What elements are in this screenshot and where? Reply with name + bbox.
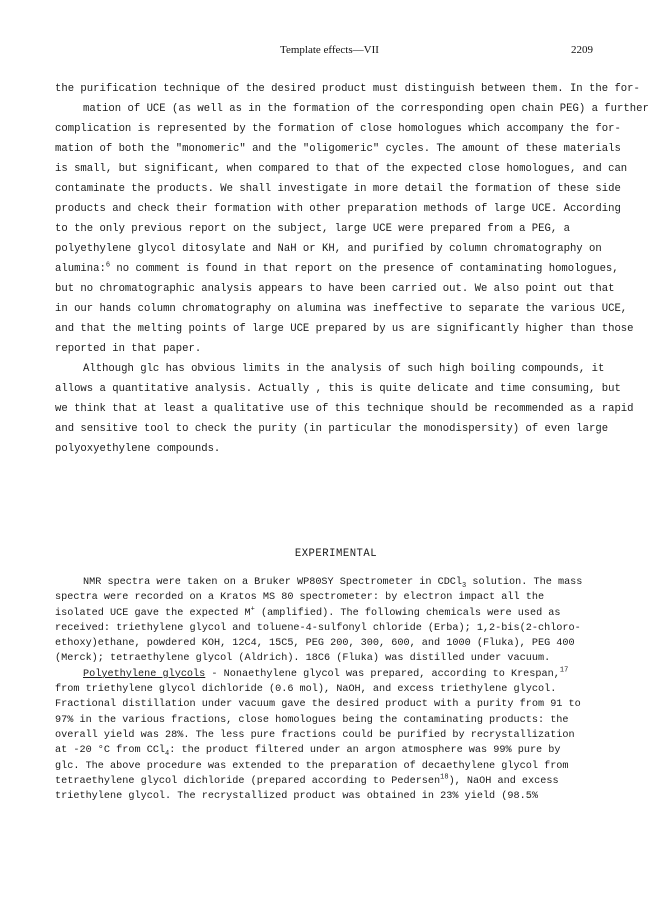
text-line: allows a quantitative analysis. Actually , this is quite delicate and time consuming, but xyxy=(55,383,621,395)
text-line: and that the melting points of large UCE prepared by us are significantly higher than those xyxy=(55,323,634,335)
text-fragment: (amplified). The following chemicals were used as xyxy=(254,607,561,619)
text-line: glc. The above procedure was extended to the preparation of decaethylene glycol from xyxy=(55,760,569,772)
text-line: products and check their formation with other preparation methods of large UCE. According xyxy=(55,203,621,215)
discussion-text xyxy=(55,79,649,459)
text-fragment: tetraethylene glycol dichloride (prepared according to Pedersen xyxy=(55,775,441,787)
citation-superscript: 18 xyxy=(440,773,449,782)
text-line: 97% in the various fractions, close homologues being the contaminating products: the xyxy=(55,714,569,726)
text-fragment: : the product filtered under an argon atmosphere was 99% pure by xyxy=(169,745,561,757)
text-fragment: ), NaOH and excess xyxy=(448,775,559,787)
text-fragment: - Nonaethylene glycol was prepared, according to Krespan, xyxy=(205,668,560,680)
text-line: from triethylene glycol dichloride (0.6 mol), NaOH, and excess triethylene glycol. xyxy=(55,684,557,696)
subsection-title: Polyethylene glycols xyxy=(83,668,206,680)
text-line: ethoxy)ethane, powdered KOH, 12C4, 15C5, PEG 200, 300, 600, and 1000 (Fluka), PEG 400 xyxy=(55,638,575,650)
text-line: and sensitive tool to check the purity (in particular the monodispersity) of even large xyxy=(55,423,609,435)
citation-superscript: 6 xyxy=(105,261,111,270)
text-line: in our hands column chromatography on alumina was ineffective to separate the various UCE, xyxy=(55,303,628,315)
text-line: triethylene glycol. The recrystallized product was obtained in 23% yield (98.5% xyxy=(55,791,538,803)
text-line xyxy=(55,667,615,682)
text-line: spectra were recorded on a Kratos MS 80 spectrometer: by electron impact all the xyxy=(55,592,545,604)
text-fragment: isolated UCE gave the expected M xyxy=(55,607,251,619)
section-heading: EXPERIMENTAL xyxy=(294,548,378,560)
running-title: Template effects—VII xyxy=(280,44,379,56)
text-line xyxy=(55,259,619,279)
text-line: polyethylene glycol ditosylate and NaH or KH, and purified by column chromatography on xyxy=(55,243,602,255)
text-line: complication is represented by the formation of close homologues which accompany the for- xyxy=(55,123,621,135)
subscript: 3 xyxy=(462,582,467,591)
text-line: is small, but significant, when compared to that of the expected close homologues, and can xyxy=(55,163,628,175)
page-header xyxy=(0,44,672,60)
text-fragment: no comment is found in that report on the presence of contaminating homologues, xyxy=(110,263,619,275)
text-line: mation of UCE (as well as in the formation of the corresponding open chain PEG) a further xyxy=(83,103,649,115)
subscript: 4 xyxy=(165,750,170,759)
text-fragment: solution. The mass xyxy=(466,577,583,588)
text-line xyxy=(55,743,615,758)
text-line: mation of both the "monomeric" and the "oligomeric" cycles. The amount of these materials xyxy=(55,143,621,155)
citation-superscript: 17 xyxy=(559,666,569,675)
text-fragment: at -20 °C from CCl xyxy=(55,745,166,757)
text-line: polyoxyethylene compounds. xyxy=(55,443,221,455)
text-line: but no chromatographic analysis appears to have been carried out. We also point out that xyxy=(55,283,615,295)
text-line xyxy=(55,606,615,621)
text-line: (Merck); tetraethylene glycol (Aldrich). 18C6 (Fluka) was distilled under vacuum. xyxy=(55,653,551,665)
text-line: Fractional distillation under vacuum gave the desired product with a purity from 91 to xyxy=(55,699,581,711)
experimental-text xyxy=(55,575,615,804)
text-line: contaminate the products. We shall investigate in more detail the formation of these side xyxy=(55,183,621,195)
text-fragment: NMR spectra were taken on a Bruker WP80SY Spectrometer in CDCl xyxy=(83,577,463,588)
text-line: to the only previous report on the subject, large UCE were prepared from a PEG, a xyxy=(55,223,570,235)
text-line: we think that at least a qualitative use of this technique should be recommended as a rapid xyxy=(55,403,634,415)
text-line: Although glc has obvious limits in the analysis of such high boiling compounds, it xyxy=(83,363,605,375)
superscript: + xyxy=(250,605,255,614)
text-line: overall yield was 28%. The less pure fractions could be purified by recrystallization xyxy=(55,729,575,741)
text-line: reported in that paper. xyxy=(55,343,202,355)
text-fragment: alumina: xyxy=(55,263,106,275)
text-line: received: triethylene glycol and toluene-4-sulfonyl chloride (Erba); 1,2-bis(2-chloro- xyxy=(55,622,581,634)
text-line: the purification technique of the desired product must distinguish between them. In the for- xyxy=(55,83,640,95)
page-number: 2209 xyxy=(571,44,593,56)
text-line xyxy=(55,774,615,789)
text-line xyxy=(55,575,615,590)
